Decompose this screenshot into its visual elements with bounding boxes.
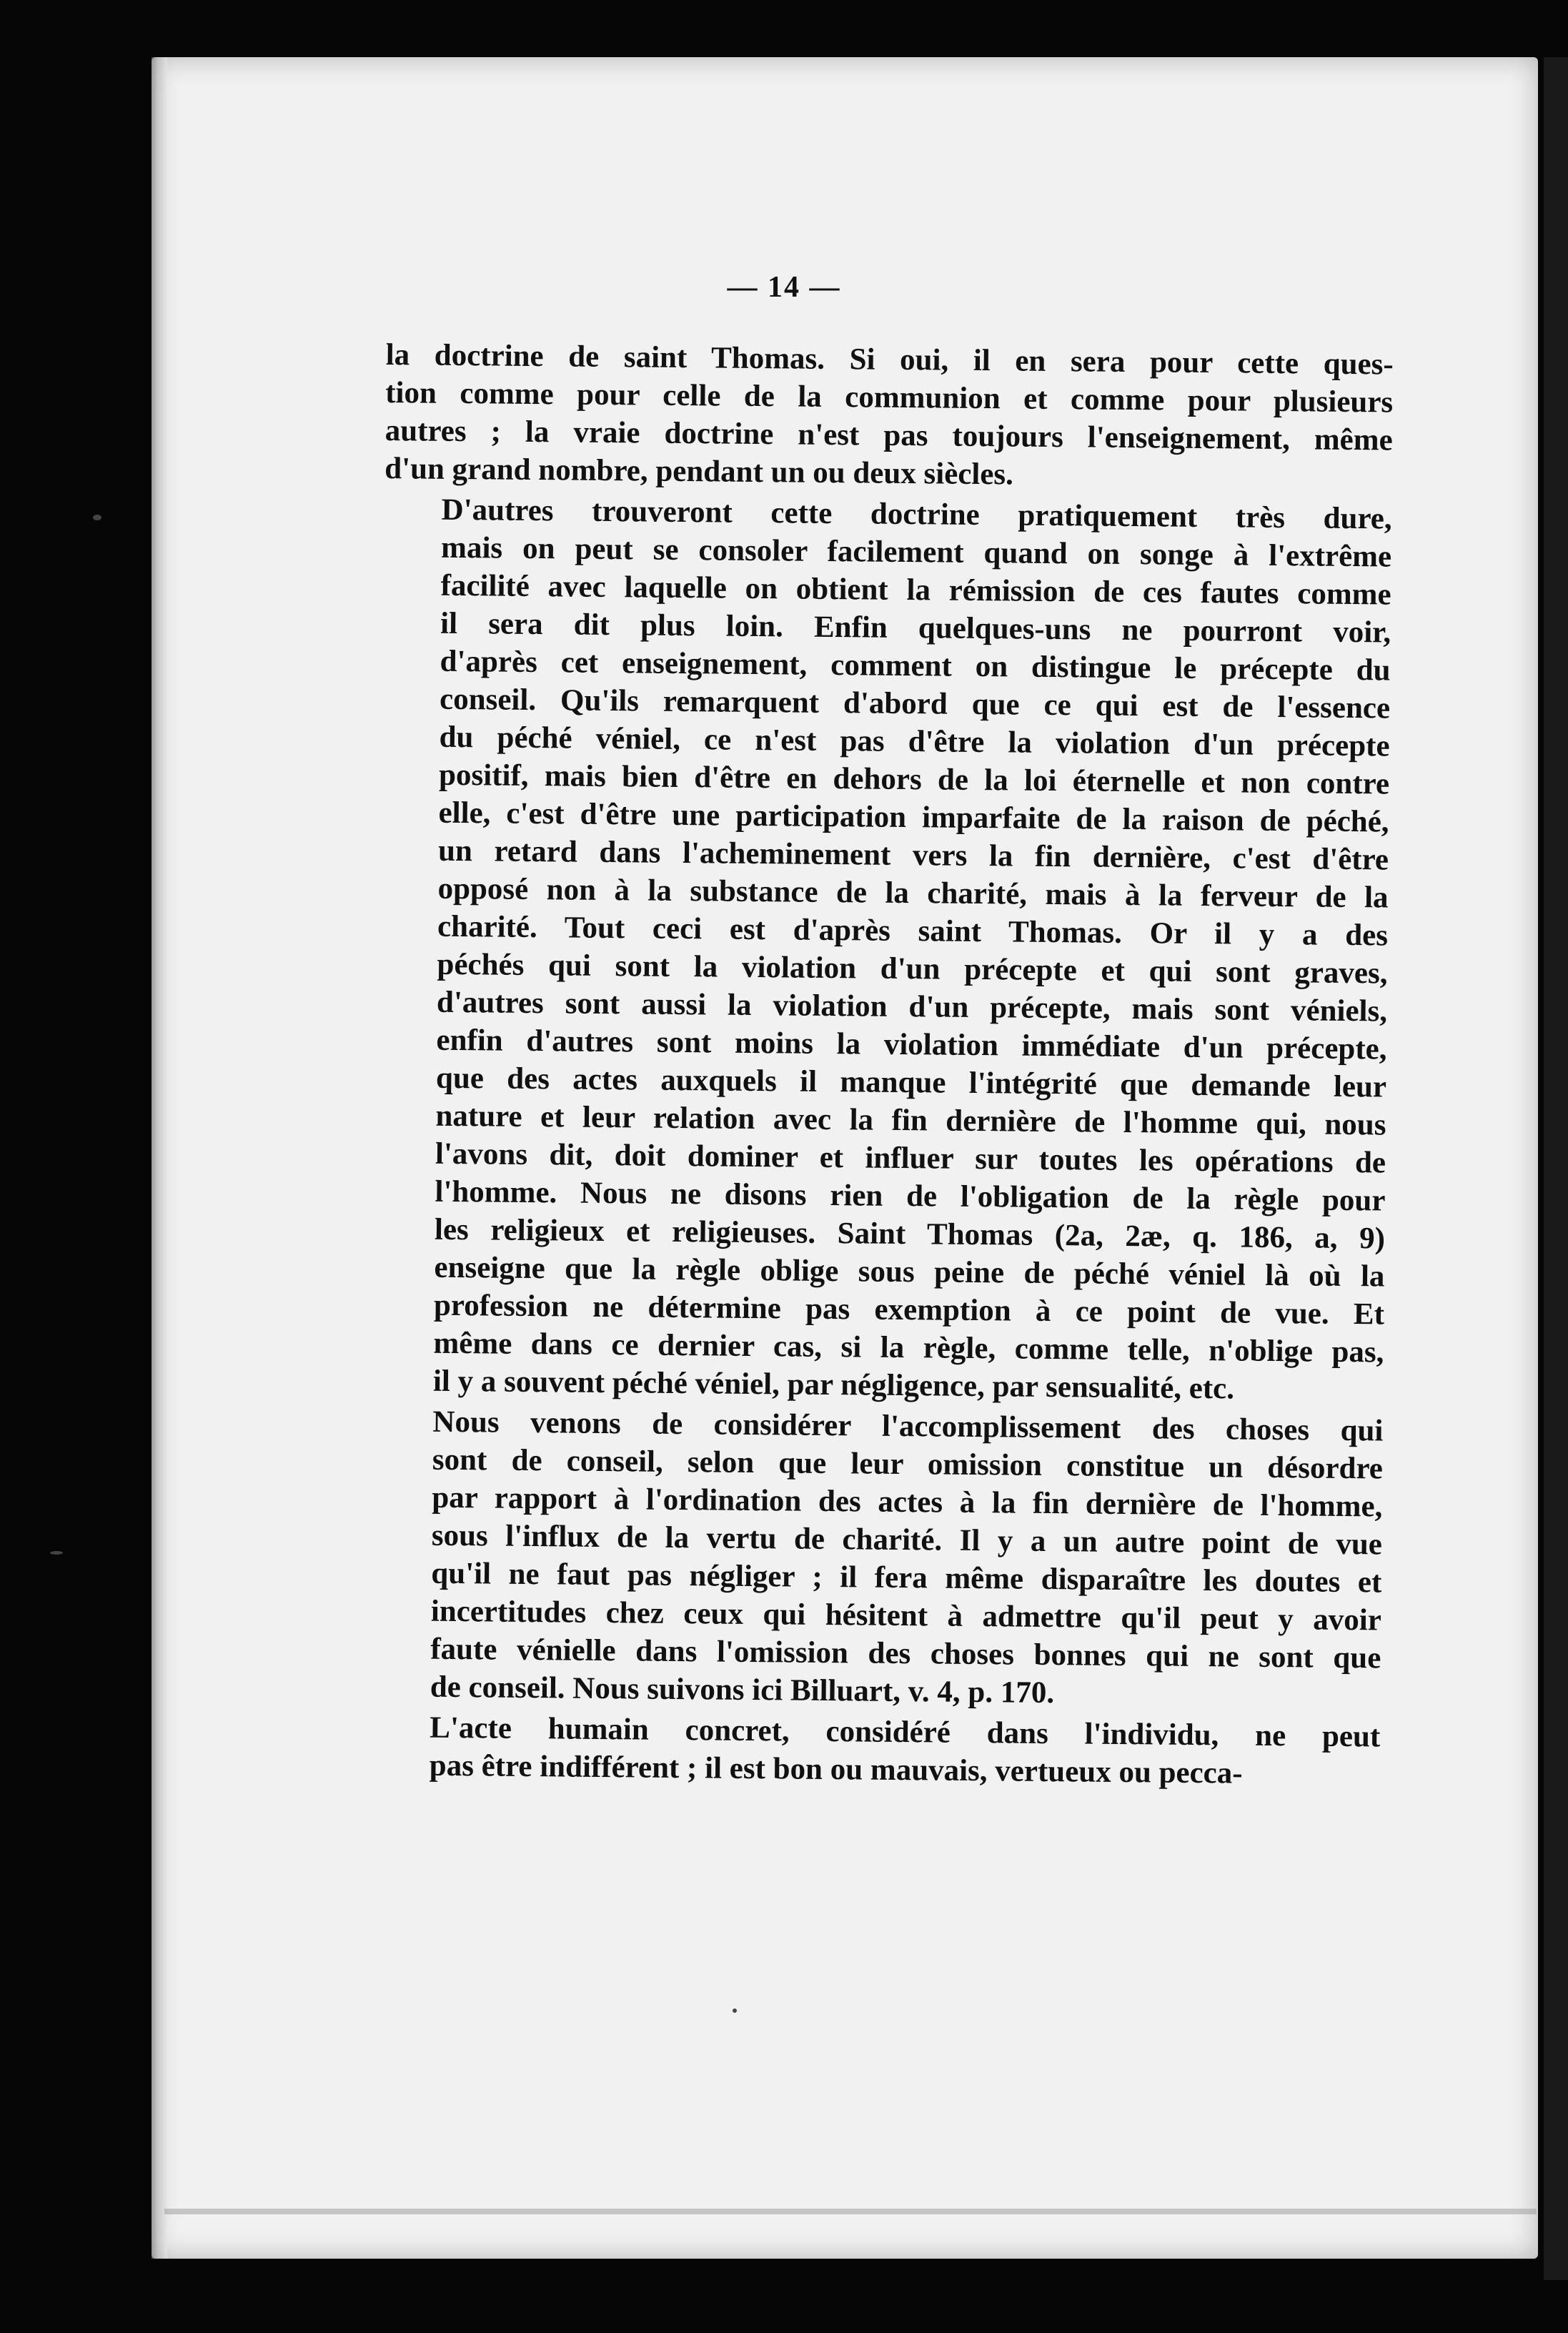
text-line: incertitudes chez ceux qui hésitent à admettre qu'il peut y avoir [430,1594,1382,1638]
text-line: qu'il ne faut pas négliger ; il fera même disparaître les doutes et [431,1556,1382,1600]
text-line: l'homme. Nous ne disons rien de l'obligation de la règle pour [435,1174,1386,1218]
text-line: l'avons dit, doit dominer et influer sur toutes les opérations de [435,1136,1386,1180]
text-line: tion comme pour celle de la communion et comme pour plusieurs [385,375,1394,420]
text-line: opposé non à la substance de la charité, mais à la ferveur de la [437,871,1389,915]
text-line: charité. Tout ceci est d'après saint Thomas. Or il y a des [437,909,1389,953]
text-line: d'après cet enseignement, comment on distingue le précepte du [440,644,1391,688]
text-line: D'autres trouveront cette doctrine pratiquement très dure, [441,492,1392,536]
paragraph [376,490,1392,1409]
text-line: même dans ce dernier cas, si la règle, comme telle, n'oblige pas, [433,1326,1384,1369]
text-line: enfin d'autres sont moins la violation immédiate d'un précepte, [436,1023,1387,1066]
text-line: péchés qui sont la violation d'un précepte et qui sont graves, [437,947,1388,991]
text-line: elle, c'est d'être une participation imparfaite de la raison de péché, [438,796,1389,839]
scan-speck [50,1551,63,1555]
text-line: facilité avec laquelle on obtient la rémission de ces fautes comme [440,568,1391,612]
text-line: un retard dans l'acheminement vers la fin dernière, c'est d'être [437,833,1389,877]
text-line: autres ; la vraie doctrine n'est pas toujours l'enseignement, même [384,413,1393,457]
page-bottom-edge [164,2209,1537,2214]
text-line: de conseil. Nous suivons ici Billuart, v. 4, p. 170. [430,1670,1055,1710]
text-line: profession ne détermine pas exemption à ce point de vue. Et [433,1288,1385,1332]
scan-speck [733,2008,737,2013]
text-line: mais on peut se consoler facilement quand on songe à l'extrême [440,530,1392,574]
text-line: conseil. Qu'ils remarquent d'abord que ce qui est de l'essence [439,682,1391,725]
text-line: positif, mais bien d'être en dehors de la loi éternelle et non contre [438,758,1390,801]
text-line: il sera dit plus loin. Enfin quelques-uns ne pourront voir, [440,606,1391,650]
text-line: les religieux et religieuses. Saint Thomas (2a, 2æ, q. 186, a, 9) [434,1212,1386,1256]
text-line: d'autres sont aussi la violation d'un précepte, mais sont véniels, [436,985,1388,1029]
paragraph [373,1402,1384,1715]
text-line: faute vénielle dans l'omission des choses bonnes qui ne sont que [430,1632,1381,1675]
text-line: L'acte humain concret, considéré dans l'individu, ne peut [430,1710,1381,1754]
body-text [372,336,1394,1793]
text-line: sont de conseil, selon que leur omission constitue un désordre [432,1442,1384,1486]
paragraph [372,1708,1381,1794]
text-line: pas être indifférent ; il est bon ou mauvais, vertueux ou pecca- [429,1748,1243,1790]
text-line: Nous venons de considérer l'accomplissement des choses qui [432,1405,1384,1448]
text-line: que des actes auxquels il manque l'intégrité que demande leur [435,1061,1387,1104]
text-line: par rapport à l'ordination des actes à la fin dernière de l'homme, [432,1480,1383,1524]
page-number: — 14 — [727,271,841,304]
text-line: il y a souvent péché véniel, par négligence, par sensualité, etc. [432,1364,1235,1406]
text-line: nature et leur relation avec la fin dernière de l'homme qui, nous [435,1099,1386,1142]
page-binding-edge [152,57,167,2259]
text-line: sous l'influx de la vertu de charité. Il y a un autre point de vue [431,1518,1383,1562]
paragraph [384,336,1394,497]
text-line: du péché véniel, ce n'est pas d'être la violation d'un précepte [439,720,1390,763]
scan-speck [93,515,101,520]
text-line: enseigne que la règle oblige sous peine de péché véniel là où la [434,1250,1385,1294]
text-line: d'un grand nombre, pendant un ou deux siècles. [384,451,1014,492]
text-line: la doctrine de saint Thomas. Si oui, il en sera pour cette ques- [385,337,1394,382]
facing-page-edge [1544,57,1568,2280]
